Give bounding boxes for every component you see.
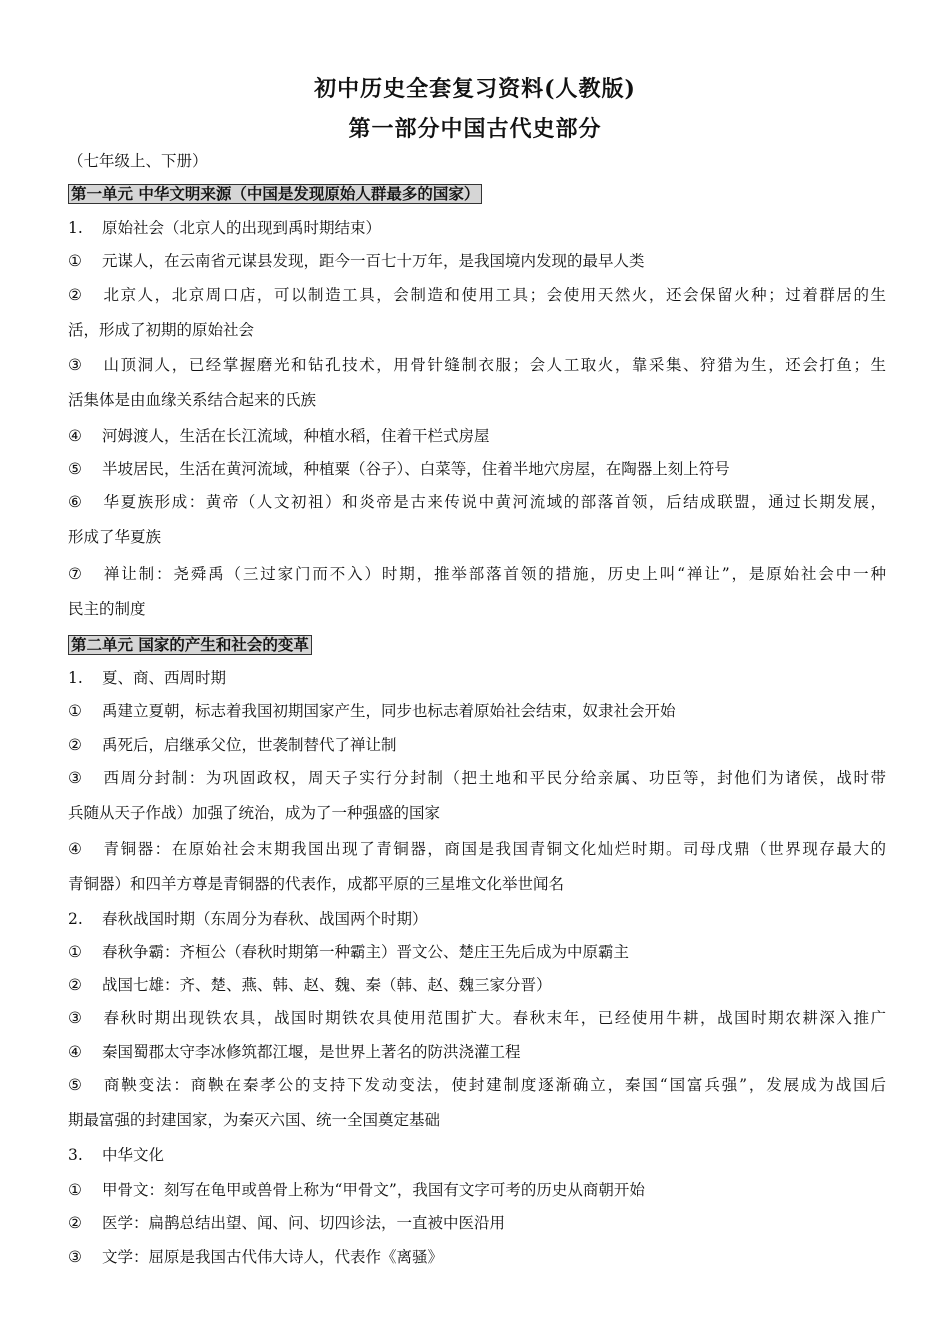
list-item-number: ④	[68, 840, 82, 858]
list-item-number: ④	[68, 1043, 82, 1061]
list-item-number: ②	[68, 286, 82, 304]
list-item	[68, 459, 886, 479]
list-item-text: 商鞅变法：商鞅在秦孝公的支持下发动变法，使封建制度逐渐确立，秦国“国富兵强”，发展成为战国后	[102, 1076, 886, 1094]
list-item-text: 禹死后，启继承父位，世袭制替代了禅让制	[102, 736, 397, 754]
list-item	[68, 668, 886, 688]
unit-2-heading: 第二单元 国家的产生和社会的变革	[68, 635, 312, 655]
list-item-text: 战国七雄：齐、楚、燕、韩、赵、魏、秦（韩、赵、魏三家分晋）	[102, 976, 552, 994]
list-item-text: 春秋时期出现铁农具，战国时期铁农具使用范围扩大。春秋末年，已经使用牛耕，战国时期农耕深入推广	[102, 1009, 886, 1027]
list-item-number: ②	[68, 736, 82, 754]
list-item	[68, 874, 886, 894]
list-item	[68, 285, 886, 305]
list-item	[68, 1075, 886, 1095]
list-item-text: 夏、商、西周时期	[102, 669, 227, 687]
list-item-text: 文学：屈原是我国古代伟大诗人，代表作《离骚》	[102, 1248, 444, 1266]
list-item-text: 河姆渡人，生活在长江流域，种植水稻，住着干栏式房屋	[102, 427, 490, 445]
list-item-text: 山顶洞人，已经掌握磨光和钻孔技术，用骨针缝制衣服；会人工取火，靠采集、狩猎为生，还会打鱼；生	[102, 356, 886, 374]
list-item-text: 禹建立夏朝，标志着我国初期国家产生，同步也标志着原始社会结束，奴隶社会开始	[102, 702, 676, 720]
list-item-number: ①	[68, 702, 82, 720]
list-item	[68, 599, 886, 619]
list-item	[68, 1213, 886, 1233]
grade-note: （七年级上、下册）	[68, 152, 208, 170]
list-item	[68, 1247, 886, 1267]
document-subtitle: 第一部分中国古代史部分	[348, 116, 602, 142]
list-item	[68, 527, 886, 547]
list-item-text: 形成了华夏族	[68, 528, 162, 546]
list-item-number: ①	[68, 943, 82, 961]
unit-1-heading: 第一单元 中华文明来源（中国是发现原始人群最多的国家）	[68, 184, 482, 204]
list-item	[68, 768, 886, 788]
list-item	[68, 492, 886, 512]
list-item	[68, 701, 886, 721]
list-item-number: ⑤	[68, 1076, 82, 1094]
list-item-number: ①	[68, 1181, 82, 1199]
list-item	[68, 390, 886, 410]
list-item	[68, 426, 886, 446]
list-item-text: 中华文化	[102, 1146, 165, 1164]
list-item	[68, 1110, 886, 1130]
list-item-number: ④	[68, 427, 82, 445]
list-item-text: 期最富强的封建国家，为秦灭六国、统一全国奠定基础	[68, 1111, 441, 1129]
list-item-number: 1.	[68, 219, 83, 237]
list-item-text: 青铜器：在原始社会末期我国出现了青铜器，商国是我国青铜文化灿烂时期。司母戊鼎（世界现存最大的	[102, 840, 886, 858]
list-item-number: ③	[68, 356, 82, 374]
list-item	[68, 803, 886, 823]
list-item-number: ②	[68, 976, 82, 994]
list-item	[68, 1042, 886, 1062]
list-item-number: 1.	[68, 669, 83, 687]
list-item-text: 春秋争霸：齐桓公（春秋时期第一种霸主）晋文公、楚庄王先后成为中原霸主	[102, 943, 630, 961]
list-item	[68, 735, 886, 755]
list-item-text: 医学：扁鹊总结出望、闻、问、切四诊法，一直被中医沿用	[102, 1214, 506, 1232]
list-item	[68, 909, 886, 929]
list-item-text: 禅让制：尧舜禹（三过家门而不入）时期，推举部落首领的措施，历史上叫“禅让”，是原始社会中一种	[102, 565, 886, 583]
list-item-text: 活，形成了初期的原始社会	[68, 321, 255, 339]
list-item	[68, 975, 886, 995]
list-item-number: ⑥	[68, 493, 82, 511]
list-item-number: ⑦	[68, 565, 82, 583]
list-item-number: 3.	[68, 1146, 83, 1164]
list-item	[68, 942, 886, 962]
list-item-text: 活集体是由血缘关系结合起来的氏族	[68, 391, 317, 409]
list-item	[68, 1180, 886, 1200]
list-item-text: 原始社会（北京人的出现到禹时期结束）	[102, 219, 382, 237]
document-title: 初中历史全套复习资料(人教版)	[314, 76, 636, 102]
list-item-text: 西周分封制：为巩固政权，周天子实行分封制（把土地和平民分给亲属、功臣等，封他们为诸侯，战时带	[102, 769, 886, 787]
list-item-number: ⑤	[68, 460, 82, 478]
list-item-text: 秦国蜀郡太守李冰修筑都江堰，是世界上著名的防洪浇灌工程	[102, 1043, 521, 1061]
list-item-text: 北京人，北京周口店，可以制造工具，会制造和使用工具；会使用天然火，还会保留火种；过着群居的生	[102, 286, 886, 304]
list-item-number: ①	[68, 252, 82, 270]
list-item	[68, 218, 886, 238]
list-item-text: 华夏族形成：黄帝（人文初祖）和炎帝是古来传说中黄河流域的部落首领，后结成联盟，通过长期发展，	[102, 493, 886, 511]
list-item-number: ②	[68, 1214, 82, 1232]
list-item-text: 甲骨文：刻写在龟甲或兽骨上称为“甲骨文”，我国有文字可考的历史从商朝开始	[102, 1181, 645, 1199]
list-item	[68, 1008, 886, 1028]
list-item	[68, 1145, 886, 1165]
list-item-text: 民主的制度	[68, 600, 146, 618]
list-item-number: 2.	[68, 910, 83, 928]
list-item	[68, 564, 886, 584]
list-item-text: 春秋战国时期（东周分为春秋、战国两个时期）	[102, 910, 428, 928]
list-item-text: 兵随从天子作战）加强了统治，成为了一种强盛的国家	[68, 804, 441, 822]
list-item-text: 元谋人，在云南省元谋县发现，距今一百七十万年，是我国境内发现的最早人类	[102, 252, 645, 270]
list-item-number: ③	[68, 769, 82, 787]
list-item	[68, 839, 886, 859]
list-item	[68, 251, 886, 271]
list-item	[68, 320, 886, 340]
list-item-number: ③	[68, 1248, 82, 1266]
list-item-text: 青铜器）和四羊方尊是青铜器的代表作，成都平原的三星堆文化举世闻名	[68, 875, 565, 893]
list-item-text: 半坡居民，生活在黄河流域，种植粟（谷子）、白菜等，住着半地穴房屋，在陶器上刻上符号	[102, 460, 730, 478]
list-item	[68, 355, 886, 375]
list-item-number: ③	[68, 1009, 82, 1027]
